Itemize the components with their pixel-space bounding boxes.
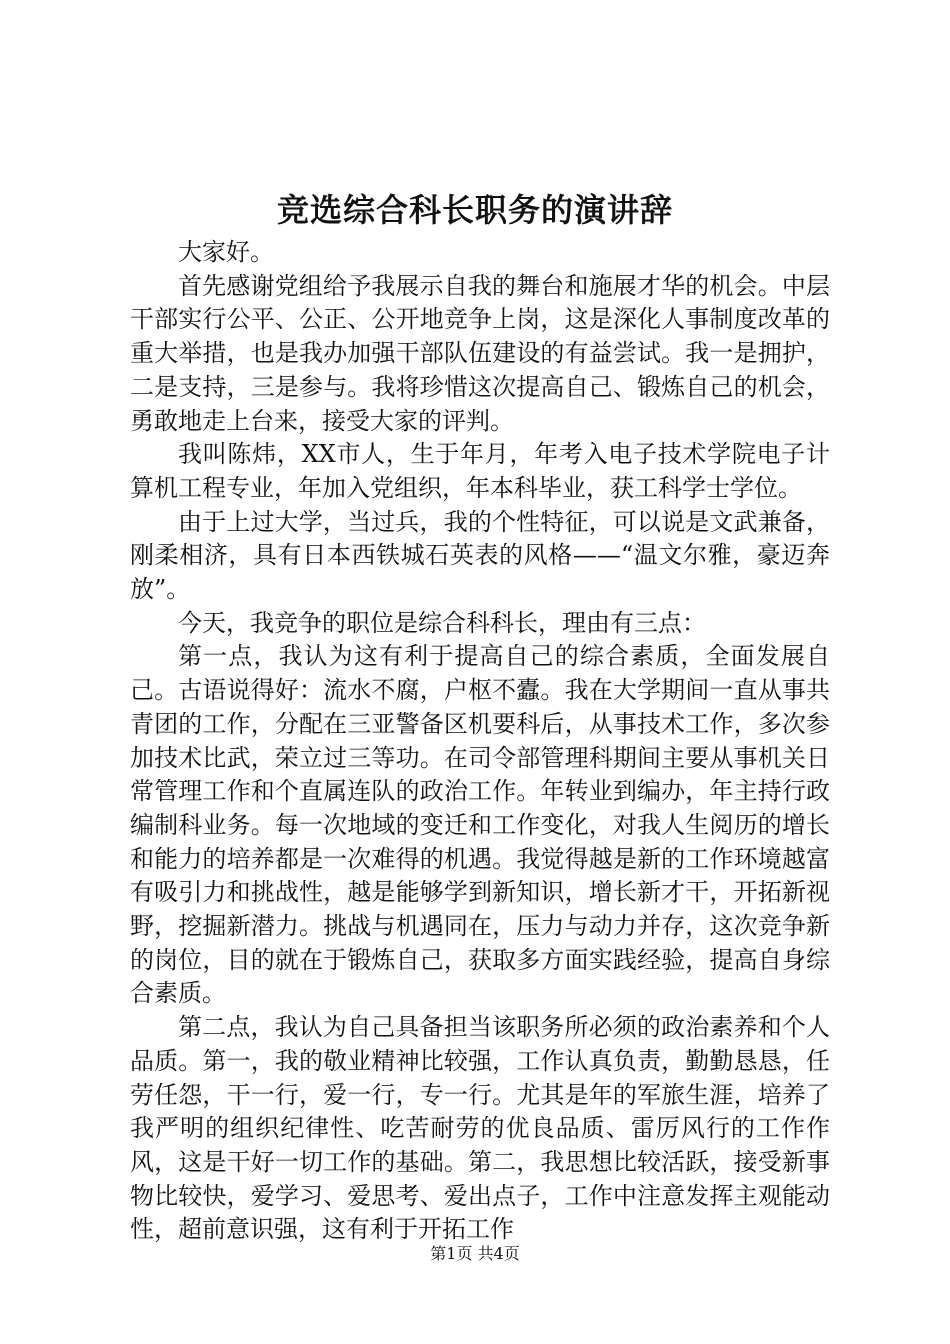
paragraph-point-two: 第二点，我认为自己具备担当该职务所必须的政治素养和个人品质。第一，我的敬业精神比较强，工作认真负责，勤勤恳恳，任劳任怨，干一行，爱一行，专一行。尤其是年的军旅生涯，培养了我严明的组织纪律性、吃苦耐劳的优良品质、雷厉风行的工作作风，这是干好一切工作的基础。第二，我思想比较活跃，接受新事物比较快，爱学习、爱思考、爱出点子，工作中注意发挥主观能动性，超前意识强，这有利于开拓工作 [130, 1013, 830, 1244]
paragraph-point-one: 第一点，我认为这有利于提高自己的综合素质，全面发展自己。古语说得好：流水不腐，户枢不蠹。我在大学期间一直从事共青团的工作，分配在三亚警备区机要科后，从事技术工作，多次参加技术比武，荣立过三等功。在司令部管理科期间主要从事机关日常管理工作和个直属连队的政治工作。年转业到编办，年主持行政编制科业务。每一次地域的变迁和工作变化，对我人生阅历的增长和能力的培养都是一次难得的机遇。我觉得越是新的工作环境越富有吸引力和挑战性，越是能够学到新知识，增长新才干，开拓新视野，挖掘新潜力。挑战与机遇同在，压力与动力并存，这次竞争新的岗位，目的就在于锻炼自己，获取多方面实践经验，提高自身综合素质。 [130, 642, 830, 1008]
paragraph-position: 今天，我竞争的职位是综合科科长，理由有三点： [178, 608, 706, 637]
paragraph-greeting: 大家好。 [178, 238, 274, 266]
paragraph-thanks: 首先感谢党组给予我展示自我的舞台和施展才华的机会。中层干部实行公平、公正、公开地竞争上岗，这是深化人事制度改革的重大举措，也是我办加强干部队伍建设的有益尝试。我一是拥护，二是支持，三是参与。我将珍惜这次提高自己、锻炼自己的机会，勇敢地走上台来，接受大家的评判。 [130, 271, 830, 435]
paragraph-personality: 由于上过大学，当过兵，我的个性特征，可以说是文武兼备，刚柔相济，具有日本西铁城石英表的风格——“温文尔雅，豪迈奔放”。 [130, 507, 830, 604]
paragraph-self-intro: 我叫陈炜，XX市人，生于年月，年考入电子技术学院电子计算机工程专业，年加入党组织，年本科毕业，获工科学士学位。 [130, 440, 830, 502]
document-body [130, 236, 830, 1247]
page-number-footer: 第1页 共4页 [430, 1244, 520, 1263]
document-title: 竞选综合科长职务的演讲辞 [276, 191, 673, 229]
